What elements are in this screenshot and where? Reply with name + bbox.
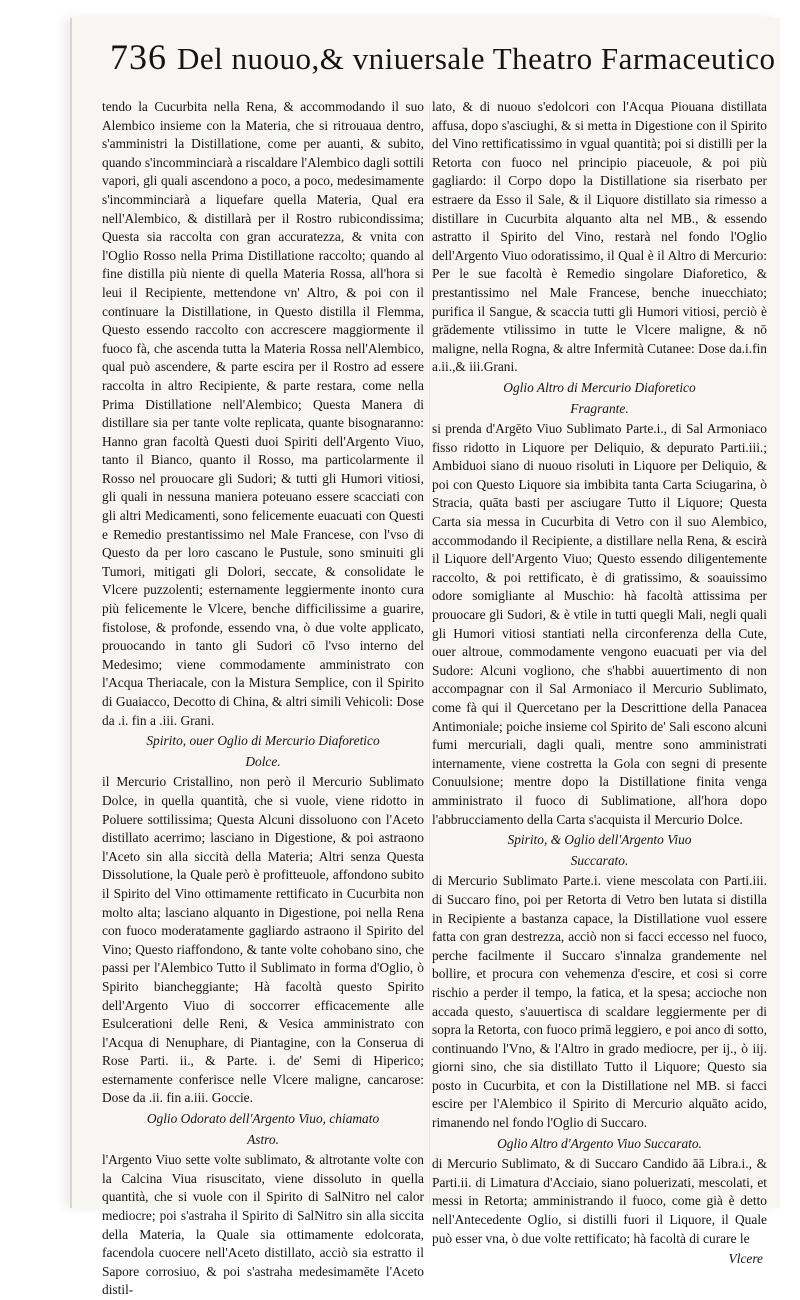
- section-heading: Spirito, & Oglio dell'Argento Viuo: [507, 832, 692, 848]
- section-heading: Spirito, ouer Oglio di Mercurio Diaforetico: [146, 733, 380, 749]
- section-heading: Oglio Odorato dell'Argento Viuo, chiamato: [146, 1111, 380, 1127]
- left-column: [102, 98, 424, 1300]
- section-heading: Oglio Altro di Mercurio Diaforetico: [503, 379, 696, 395]
- book-page: [70, 18, 780, 1298]
- section-heading-line2: Succarato.: [570, 852, 629, 868]
- section-heading-line2: Dolce.: [245, 753, 281, 769]
- catchword: Vlcere: [728, 1251, 763, 1267]
- column-gutter: [429, 104, 430, 1204]
- paragraph: si prenda d'Argēto Viuo Sublimato Parte.i., di Sal Armoniaco fisso ridotto in Liquore per Deliquio, & depurato Parti.iii.; Ambiduoi siano di nuouo risoluti in Liquore per Deliquio, & poi con Questo Liquore sia imbibita tanta Carta Sciugarina, ò Stracia, quāta basti per asciugare Tutto il Liquore; Questa Carta sia messa in Cucurbita di Vetro con il suo Alembico, accommodando il Recipiente, a distillare nella Rena, & escirà il Liquore dell'Argento Viuo; Questo essendo diligentemente raccolto, & poi rettificato, è di gratissimo, & soauissimo odore somigliante al Muschio: hà facoltà attissima per prouocare gli Sudori, & è vtile in tutti quegli Mali, negli quali gli Humori vitiosi stantiati nella circonferenza della Cute, ouer altroue, commodamente vengono euacuati per via del Sudore: Alcuni vogliono, che s'habbi auuertimento di non accompagnar con il Sal Armoniaco il Mercurio Sublimato, come fà qui il Quercetano per la Descrittione della Panacea Antimoniale; poiche insieme col Spirito de' Sali escono alcuni fumi mercuriali, dagli quali, mentre sono amministrati internamente, viene costretta la Gola con segni di presente Conuulsione; mentre dopo la Distillatione finita venga amministrato il fuoco di Sublimatione, all'hora dopo l'abbrucciamento della Carta s'acquista il Mercurio Dolce.: [432, 421, 767, 827]
- paragraph: il Mercurio Cristallino, non però il Mercurio Sublimato Dolce, in quella quantità, che si vuole, viene ridotto in Poluere sottilissima; Questa Alcuni dissoluono con l'Aceto distillato acerrimo; lasciano in Digestione, & poi astraono l'Aceto sin alla siccità della Materia; Altri senza Questa Dissolutione, la Quale però è profitteuole, affondono subito il Spirito del Vino ottimamente rettificato in Cucurbita non molto alta; lasciano alquanto in Digestione, poi nella Rena con fuoco moderatamente gagliardo astraono il Spirito del Vino; Questo riaffondono, & tante volte cohobano sino, che passi per l'Alembico Tutto il Sublimato in forma d'Oglio, ò Spirito biancheggiante; Hà facoltà questo Spirito dell'Argento Viuo di soccorrer efficacemente alle Esulcerationi delle Reni, & Vesica amministrato con l'Acqua di Nenuphare, di Piantagine, con la Conserua di Rose Parti. ii., & Parte. i. de' Semi di Hiperico; esternamente conferisce nelle Vlcere maligne, cancarose: Dose da .ii. fin a.iii. Goccie.: [102, 774, 424, 1106]
- paragraph: di Mercurio Sublimato Parte.i. viene mescolata con Parti.iii. di Succaro fino, poi per Retorta di Vetro ben lutata si distilla in Recipiente a bastanza capace, la Distillatione vuol essere fatta con gran destrezza, acciò non si facci eccesso nel fuoco, perche facilmente il Succaro s'innalza grandemente nel bollire, et procura con vehemenza d'escire, et cosi si corre rischio a perder il tempo, la fatica, et la spesa; accioche non accada questo, s'auuertisca di scaldare leggiermente per di sopra la Retorta, con fuoco primā leggiero, e poi anco di sotto, continuando l'Vno, & l'Altro in grado mediocre, per ij., ò iij. giorni sino, che sia distillato Tutto il Liquore; Questo sia posto in Cucurbita, et con la Distillatione nel MB. si facci escire per l'Alembico il Spirito di Mercurio alquāto acido, rimanendo nel fondo l'Oglio di Succaro.: [432, 873, 767, 1131]
- right-column: [432, 98, 767, 1269]
- section-heading-line2: Fragrante.: [570, 400, 629, 416]
- section-heading: Oglio Altro d'Argento Viuo Succarato.: [497, 1135, 702, 1151]
- page-header: [110, 36, 775, 86]
- paragraph: lato, & di nuouo s'edolcori con l'Acqua Piouana distillata affusa, dopo s'asciughi, & si metta in Digestione con il Spirito del Vino rettificatissimo in vgual quantità; poi si distilli per la Retorta con fuoco nel principio piaceuole, & poi più gagliardo: il Corpo dopo la Distillatione sia riserbato per estraere da Esso il Sale, & il Liquore distillato sia rimesso a distillare in Cucurbita alquanto alta nel MB., & essendo astratto il Spirito del Vino, restarà nel fondo l'Oglio dell'Argento Viuo odoratissimo, il Qual è il Altro di Mercurio: Per le sue facoltà è Remedio singolare Diaforetico, & prestantissimo nel Male Francese, benche inuecchiato; purifica il Sangue, & scaccia tutti gli Humori vitiosi, perciò è grādemente vtilissimo in tutte le Vlcere maligne, & nō maligne, nella Rogna, & altre Infermità Cutanee: Dose da.i.fin a.ii.,& iii.Grani.: [432, 99, 767, 375]
- paragraph: tendo la Cucurbita nella Rena, & accommodando il suo Alembico insieme con la Materia, che si ritrouaua dentro, s'amministri la Distillatione, come per auanti, & subito, quando s'incomminciarà a riscaldare l'Alembico dagli sottili vapori, gli quali ascendono a poco, a poco, medesimamente s'incomminciarà a liquefare quella Materia, Qual era nell'Alembico, & distillarà per il Rostro rubicondissima; Questa sia raccolta con gran accuratezza, & vnita con l'Oglio Rosso nella Prima Distillatione raccolto; quando al fine distilla più niente di quella Materia Rossa, all'hora si leui il Recipiente, mettendone vn' Altro, & poi con il continuare la Distillatione, in Questo distilla il Flemma, Questo essendo raccolto con accrescere maggiormente il fuoco fà, che ascenda tutta la Materia Rossa nell'Alembico, qual può ascendere, & parte escira per il Rostro ad essere raccolta in altro Recipiente, & parte restara, come nella Prima Distillatione nell'Alembico; Questa Manera di distillare sia per tante volte replicata, quante bisognaranno: Hanno gran facoltà Questi duoi Spiriti dell'Argento Viuo, tanto il Bianco, quanto il Rosso, ma particolarmente il Rosso nel prouocare gli Sudori; & tutti gli Humori vitiosi, gli quali in nessuna maniera poteuano essere scacciati con gli altri Medicamenti, sono felicemente euacuati con Questi e Remedio prestantissimo nel Male Francese, con l'vso di Questo da per loro cascano le Pustule, sono sminuiti gli Tumori, mitigati gli Dolori, seccate, & consolidate le Vlcere puzzolenti; esternamente leggiermente inonto cura più felicemente le Vlcere, benche difficilissime a guarire, fistolose, & profonde, essendo vna, ò due volte applicato, prouocando in tanto gli Sudori cō l'vso interno del Medesimo; viene commodamente amministrato con l'Acqua Theriacale, con la Mistura Semplice, con il Spirito di Guaiacco, Decotto di China, & altri simili Vehicoli: Dose da .i. fin a .iii. Grani.: [102, 99, 424, 728]
- page-number: 736: [110, 37, 167, 77]
- running-title: Del nuouo,& vniuersale Theatro Farmaceutico: [177, 41, 776, 76]
- paragraph: di Mercurio Sublimato, & di Succaro Candido āā Libra.i., & Parti.ii. di Limatura d'Acciaio, siano poluerizati, mescolati, et messi in Retorta; amministrando il fuoco, come già è detto nell'Antecedente Oglio, si distilli fuori il Liquore, il Quale può esser vna, ò due volte rettificato; hà facoltà di curare le: [432, 1156, 767, 1246]
- section-heading-line2: Astro.: [247, 1131, 279, 1147]
- paragraph: l'Argento Viuo sette volte sublimato, & altrotante volte con la Calcina Viua risuscitato, viene dissoluto in quella quantità, che si vuole con il Spirito di SalNitro nel calor mediocre; poi s'astraha il Spirito di SalNitro sin alla siccita della Materia, la Quale sia ottimamente edolcorata, facendola cuocere nell'Aceto distillato, acciò sia estratto il Sapore corrosiuo, & poi s'astraha medesimamēte l'Aceto distil-: [102, 1152, 424, 1298]
